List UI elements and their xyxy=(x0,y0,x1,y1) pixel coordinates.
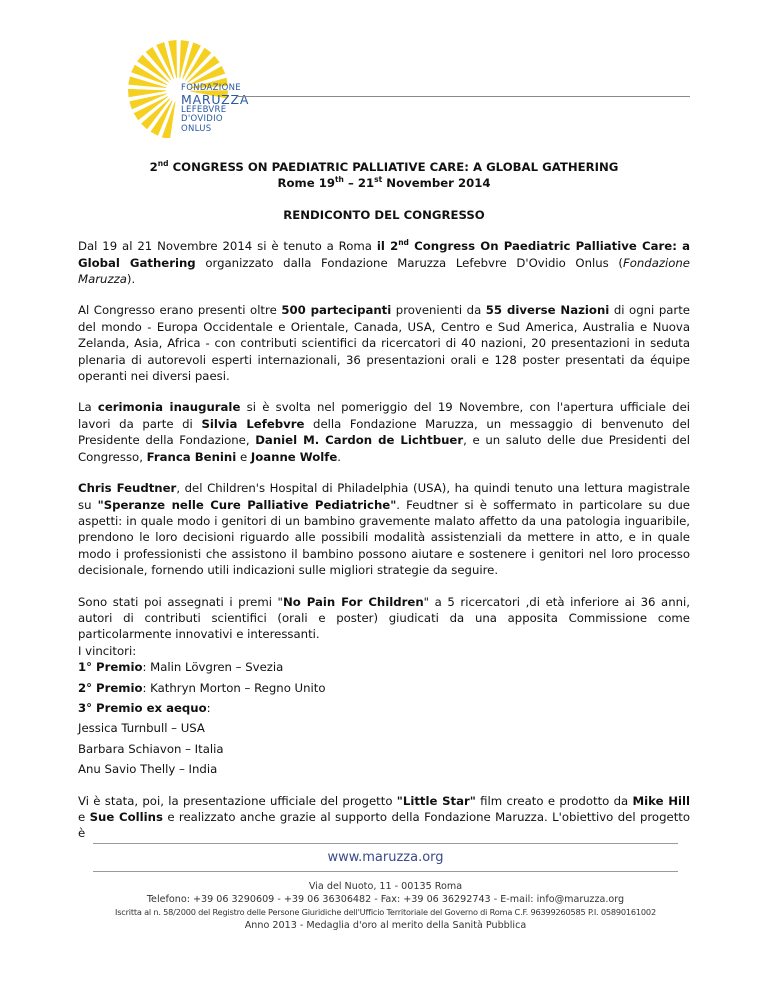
logo-wordmark xyxy=(181,84,249,134)
date-sup: th xyxy=(334,175,344,185)
logo-line: LEFEBVRE xyxy=(181,104,227,115)
page-footer xyxy=(93,843,678,932)
date-text: – 21 xyxy=(343,176,375,191)
list-item: Barbara Schiavon – Italia xyxy=(78,741,224,756)
congress-title xyxy=(78,159,690,192)
title-text: 2 xyxy=(149,160,158,174)
logo-line: D'OVIDIO xyxy=(181,114,223,125)
paragraph-participants: Al Congresso erano presenti oltre 500 partecipanti provenienti da 55 diverse Nazioni di ogni parte del mondo - Europa Occidentale e Orientale, Canada, USA, Centro e Sud America, Australia e Nuova Zelanda, Asia, Africa - con contributi scientifici da ricercatori di 40 nazioni, 20 presentazioni in seduta plenaria di autorevoli esperti internazionali, 36 presentazioni orali e 128 poster presentati da équipe operanti nei diversi paesi. xyxy=(78,303,690,384)
logo xyxy=(70,38,260,138)
paragraph-lecture: Chris Feudtner, del Children's Hospital di Philadelphia (USA), ha quindi tenuto una lettura magistrale su "Speranze nelle Cure Palliative Pediatriche". Feudtner si è soffermato in particolare su due aspetti: in quale modo i genitori di un bambino gravemente malato affetto da una patologia inguaribile, prendono le loro decisioni riguardo alle possibili modalità assistenziali da mettere in atto, e in quale modo i professionisti che assistono il bambino possono aiutare e sostenere i genitori nel loro processo decisionale, fornendo utili indicazioni sulle migliori strategie da seguire. xyxy=(78,481,690,578)
list-item: 1° Premio: Malin Lövgren – Svezia xyxy=(78,660,284,675)
logo-line: MARUZZA xyxy=(181,91,250,107)
list-item: Anu Savio Thelly – India xyxy=(78,762,218,777)
list-item: 3° Premio ex aequo: xyxy=(78,700,211,715)
footer-address: Via del Nuoto, 11 - 00135 Roma xyxy=(308,881,463,892)
section-title: RENDICONTO DEL CONGRESSO xyxy=(283,207,485,222)
list-item: 2° Premio: Kathryn Morton – Regno Unito xyxy=(78,680,326,695)
logo-line: FONDAZIONE xyxy=(181,83,241,93)
footer-divider xyxy=(93,871,678,872)
footer-contacts: Telefono: +39 06 3290609 - +39 06 36306482 - Fax: +39 06 36292743 - E-mail: info@maruzza.org xyxy=(146,894,625,905)
date-text: November 2014 xyxy=(382,176,491,191)
date-sup: st xyxy=(374,175,383,185)
footer-registry: Iscritta al n. 58/2000 del Registro delle Persone Giuridiche dell'Ufficio Territoriale del Governo di Roma C.F. 96399260585 P.I. 05890161002 xyxy=(115,907,656,917)
header-divider xyxy=(236,96,690,97)
paragraph-awards: Sono stati poi assegnati i premi "No Pain For Children" a 5 ricercatori ,di età inferiore ai 36 anni, autori di contributi scientifici (orali e poster) giudicati da una apposita Commissione come particolarmente innovativi e interessanti. xyxy=(78,594,690,642)
sun-ray xyxy=(168,40,177,78)
footer-website-link[interactable]: www.maruzza.org xyxy=(327,850,444,865)
paragraph-intro: Dal 19 al 21 Novembre 2014 si è tenuto a Roma il 2nd Congress On Paediatric Palliative Care: a Global Gathering organizzato dalla Fondazione Maruzza Lefebvre D'Ovidio Onlus (Fondazione Maruzza). xyxy=(78,238,690,287)
paragraph-ceremony: La cerimonia inaugurale si è svolta nel pomeriggio del 19 Novembre, con l'apertura ufficiale dei lavori da parte di Silvia Lefebvre della Fondazione Maruzza, un messaggio di benvenuto del Presidente della Fondazione, Daniel M. Cardon de Lichtbuer, e un saluto delle due Presidenti del Congresso, Franca Benini e Joanne Wolfe. xyxy=(78,400,691,464)
list-item: Jessica Turnbull – USA xyxy=(78,721,205,736)
footer-award: Anno 2013 - Medaglia d'oro al merito della Sanità Pubblica xyxy=(244,920,527,931)
title-sup: nd xyxy=(157,159,169,169)
paragraph-little-star: Vi è stata, poi, la presentazione ufficiale del progetto "Little Star" film creato e prodotto da Mike Hill e Sue Collins e realizzato anche grazie al supporto della Fondazione Maruzza. L'obiettivo del progetto è xyxy=(78,793,691,841)
footer-divider xyxy=(93,843,678,844)
logo-line: ONLUS xyxy=(181,123,212,134)
title-text: CONGRESS ON PAEDIATRIC PALLIATIVE CARE: A GLOBAL GATHERING xyxy=(168,160,619,174)
date-text: Rome 19 xyxy=(277,176,335,191)
winners-heading: I vincitori: xyxy=(78,643,137,658)
awards-list xyxy=(78,659,690,777)
document-body xyxy=(78,159,690,842)
